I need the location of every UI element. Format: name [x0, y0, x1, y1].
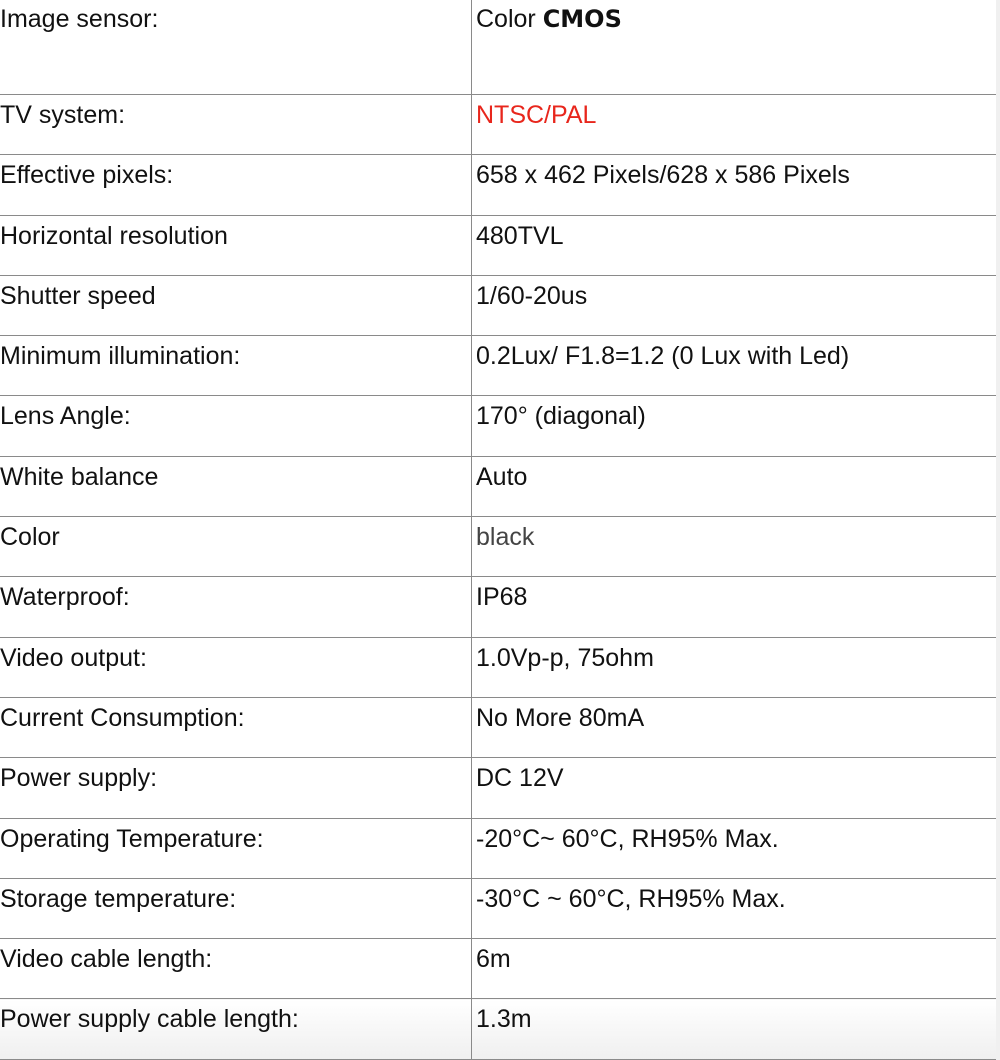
spec-label: Current Consumption: [0, 697, 472, 757]
spec-row-storage-temperature [0, 878, 999, 938]
spec-row-minimum-illumination [0, 336, 999, 396]
spec-value: black [472, 517, 999, 577]
spec-label: Effective pixels: [0, 155, 472, 215]
spec-row-color [0, 517, 999, 577]
spec-label: Video cable length: [0, 939, 472, 999]
spec-row-white-balance [0, 456, 999, 516]
spec-row-lens-angle [0, 396, 999, 456]
spec-row-operating-temperature [0, 818, 999, 878]
spec-value: 1/60-20us [472, 275, 999, 335]
spec-value: DC 12V [472, 758, 999, 818]
spec-label: Power supply: [0, 758, 472, 818]
spec-row-power-supply [0, 758, 999, 818]
spec-row-video-cable-length [0, 939, 999, 999]
spec-row-image-sensor [0, 0, 999, 95]
spec-label: Power supply cable length: [0, 999, 472, 1059]
spec-label: Video output: [0, 637, 472, 697]
page-edge [996, 0, 1000, 1060]
spec-value: 1.3m [472, 999, 999, 1059]
spec-row-power-supply-cable-length [0, 999, 999, 1059]
spec-value: 480TVL [472, 215, 999, 275]
spec-label: Minimum illumination: [0, 336, 472, 396]
spec-label: Color [0, 517, 472, 577]
spec-value: 658 x 462 Pixels/628 x 586 Pixels [472, 155, 999, 215]
spec-row-effective-pixels [0, 155, 999, 215]
spec-label: Image sensor: [0, 0, 472, 95]
spec-value: 170° (diagonal) [472, 396, 999, 456]
spec-value-bold: CMOS [542, 5, 622, 33]
spec-label: Storage temperature: [0, 878, 472, 938]
spec-label: White balance [0, 456, 472, 516]
spec-row-tv-system [0, 95, 999, 155]
spec-value [472, 0, 999, 95]
spec-value-text: Color [476, 5, 543, 33]
spec-value: 1.0Vp-p, 75ohm [472, 637, 999, 697]
spec-value: 0.2Lux/ F1.8=1.2 (0 Lux with Led) [472, 336, 999, 396]
spec-value: NTSC/PAL [472, 95, 999, 155]
spec-label: Shutter speed [0, 275, 472, 335]
spec-row-waterproof [0, 577, 999, 637]
spec-row-current-consumption [0, 697, 999, 757]
spec-value: Auto [472, 456, 999, 516]
spec-value: -30°C ~ 60°C, RH95% Max. [472, 878, 999, 938]
spec-value: 6m [472, 939, 999, 999]
spec-label: Horizontal resolution [0, 215, 472, 275]
spec-label: Waterproof: [0, 577, 472, 637]
spec-value: No More 80mA [472, 697, 999, 757]
spec-label: Lens Angle: [0, 396, 472, 456]
spec-label: TV system: [0, 95, 472, 155]
spec-label: Operating Temperature: [0, 818, 472, 878]
spec-row-shutter-speed [0, 275, 999, 335]
spec-row-video-output [0, 637, 999, 697]
spec-row-horizontal-resolution [0, 215, 999, 275]
spec-value: IP68 [472, 577, 999, 637]
spec-value: -20°C~ 60°C, RH95% Max. [472, 818, 999, 878]
